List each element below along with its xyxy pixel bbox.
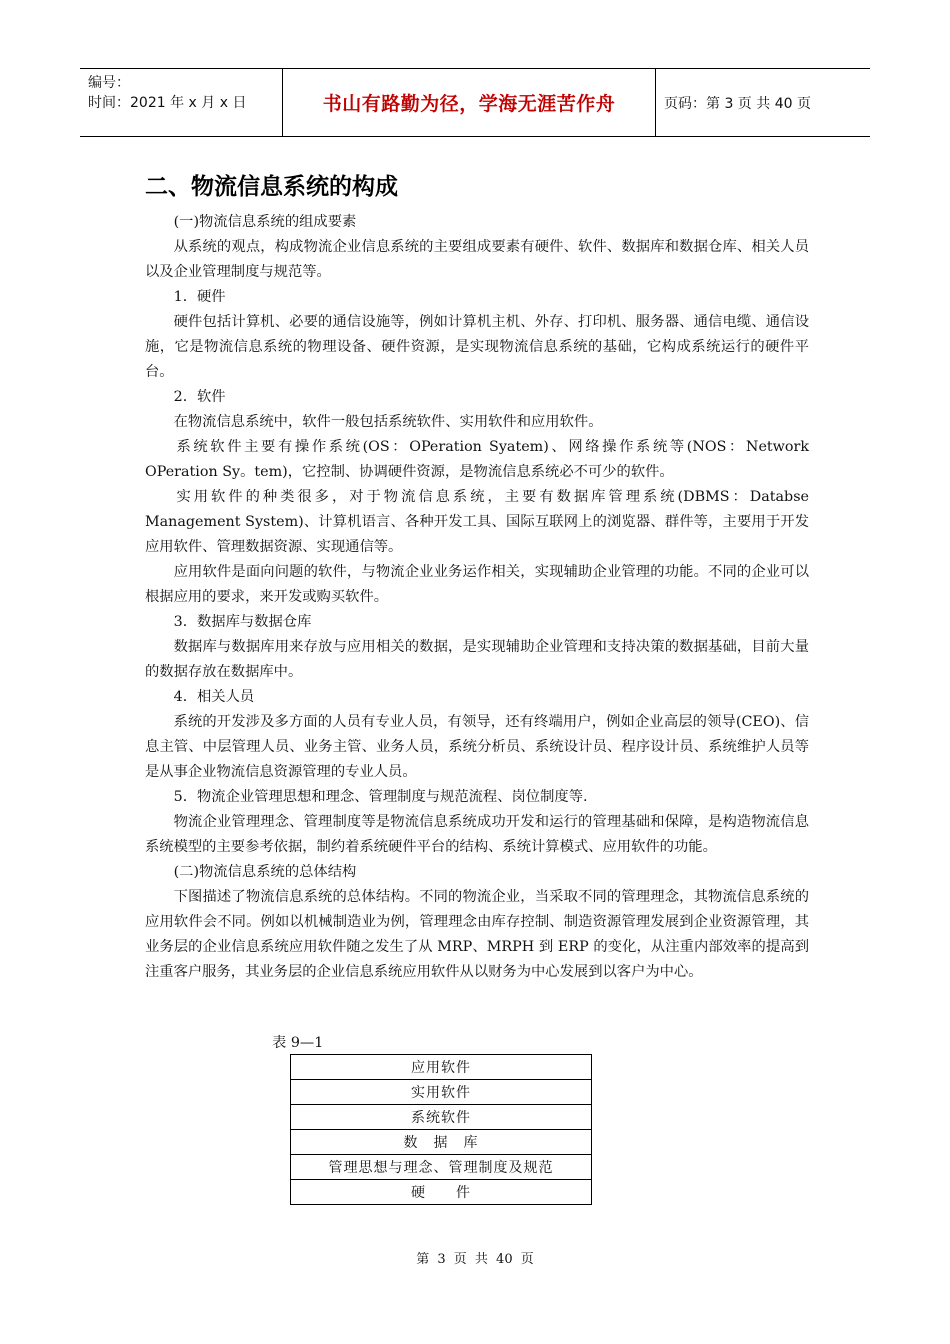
table-row — [291, 1130, 592, 1155]
subheading: 1．硬件 — [173, 289, 226, 305]
subheading: 4．相关人员 — [173, 689, 255, 705]
paragraph: 从系统的观点，构成物流企业信息系统的主要组成要素有硬件、软件、数据库和数据仓库、相关人员以及企业管理制度与规范等。 — [145, 239, 809, 280]
table-cell: 管理思想与理念、管理制度及规范 — [291, 1155, 592, 1180]
table-row — [291, 1155, 592, 1180]
paragraph: 物流企业管理理念、管理制度等是物流信息系统成功开发和运行的管理基础和保障，是构造物流信息系统模型的主要参考依据，制约着系统硬件平台的结构、系统计算模式、应用软件的功能。 — [145, 814, 809, 855]
header-page-info: 页码：第 3 页 共 40 页 — [664, 95, 811, 112]
paragraph: 系统的开发涉及多方面的人员有专业人员，有领导，还有终端用户，例如企业高层的领导(CEO)、信息主管、中层管理人员、业务主管、业务人员，系统分析员、系统设计员、程序设计员、系统维护人员等是从事企业物流信息资源管理的专业人员。 — [145, 714, 809, 780]
table-row — [291, 1105, 592, 1130]
table-row — [291, 1180, 592, 1205]
doc-number-label: 编号： — [88, 75, 130, 91]
paragraph: 应用软件是面向问题的软件，与物流企业业务运作相关，实现辅助企业管理的功能。不同的企业可以根据应用的要求，来开发或购买软件。 — [145, 564, 809, 605]
paragraph: 下图描述了物流信息系统的总体结构。不同的物流企业，当采取不同的管理理念，其物流信息系统的应用软件会不同。例如以机械制造业为例，管理理念由库存控制、制造资源管理发展到企业资源管理，其业务层的企业信息系统应用软件随之发生了从 MRP、MRPH 到 ERP 的变化，从注重内部效率的提高到注重客户服务，其业务层的企业信息系统应用软件从以财务为中心发展到以客户为中心。 — [145, 889, 809, 980]
table-caption: 表 9—1 — [272, 1035, 324, 1051]
body-text — [145, 210, 809, 985]
table-row — [291, 1080, 592, 1105]
section-title: 二、物流信息系统的构成 — [145, 174, 398, 200]
subheading: 5．物流企业管理思想和理念、管理制度与规范流程、岗位制度等. — [173, 789, 588, 805]
table-row — [291, 1055, 592, 1080]
doc-date: 时间：2021 年 x 月 x 日 — [88, 95, 247, 111]
table-cell: 应用软件 — [291, 1055, 592, 1080]
architecture-table — [290, 1054, 592, 1205]
paragraph: 实用软件的种类很多，对于物流信息系统，主要有数据库管理系统(DBMS：Databse Management System)、计算机语言、各种开发工具、国际互联网上的浏览器、群件等，主要用于开发应用软件、管理数据资源、实现通信等。 — [145, 489, 809, 555]
table-cell: 硬 件 — [291, 1180, 592, 1205]
table-cell: 实用软件 — [291, 1080, 592, 1105]
table-cell: 系统软件 — [291, 1105, 592, 1130]
paragraph: 系统软件主要有操作系统(OS：OPeration Syatem)、网络操作系统等(NOS：Network OPeration Sy。tem)，它控制、协调硬件资源，是物流信息系统必不可少的软件。 — [145, 439, 809, 480]
page-header — [80, 68, 870, 137]
header-left — [80, 69, 282, 136]
paragraph: 数据库与数据库用来存放与应用相关的数据，是实现辅助企业管理和支持决策的数据基础，目前大量的数据存放在数据库中。 — [145, 639, 809, 680]
table-cell: 数 据 库 — [291, 1130, 592, 1155]
subheading: 2．软件 — [173, 389, 226, 405]
paragraph: 硬件包括计算机、必要的通信设施等，例如计算机主机、外存、打印机、服务器、通信电缆、通信设施，它是物流信息系统的物理设备、硬件资源，是实现物流信息系统的基础，它构成系统运行的硬件平台。 — [145, 314, 809, 380]
subheading: (一)物流信息系统的组成要素 — [173, 214, 357, 230]
page-footer: 第 3 页 共 40 页 — [416, 1252, 534, 1267]
subheading: (二)物流信息系统的总体结构 — [173, 864, 357, 880]
subheading: 3．数据库与数据仓库 — [173, 614, 312, 630]
paragraph: 在物流信息系统中，软件一般包括系统软件、实用软件和应用软件。 — [173, 414, 603, 430]
header-motto: 书山有路勤为径，学海无涯苦作舟 — [282, 69, 656, 136]
